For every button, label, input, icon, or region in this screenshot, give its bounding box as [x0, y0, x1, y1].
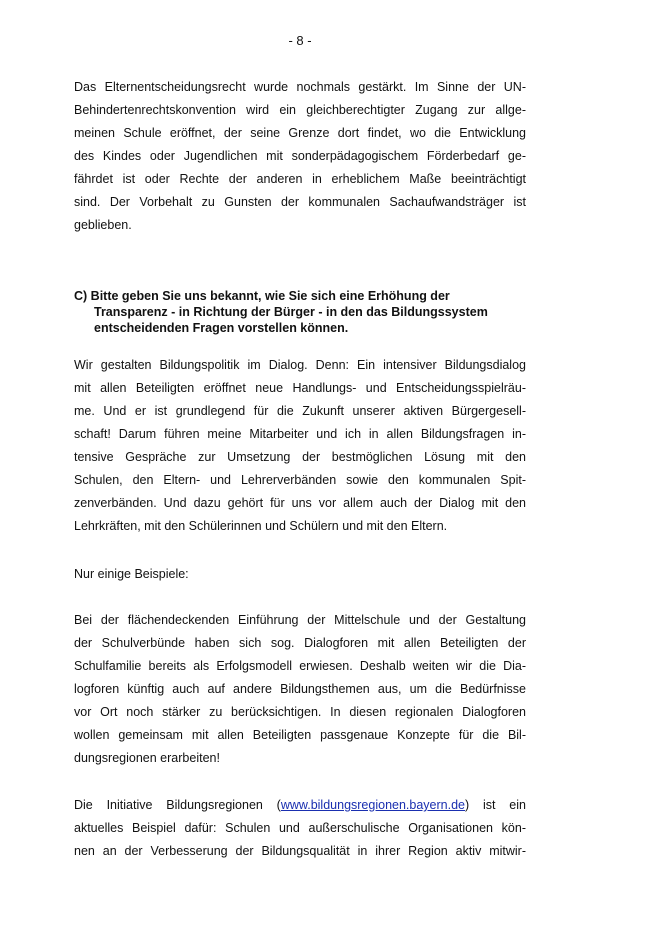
para1-line: geblieben. [74, 218, 132, 232]
para4-line: logforen künftig auch auf andere Bildungsthemen aus, um die Bedürfnisse [74, 682, 526, 696]
para5-text: Die Initiative Bildungsregionen ( [74, 798, 281, 812]
question-heading-line: Transparenz - in Richtung der Bürger - in den das Bildungssystem [94, 305, 488, 319]
para4-line: Schulfamilie bereits als Erfolgsmodell erwiesen. Deshalb weiten wir die Dia- [74, 659, 526, 673]
para1-line: sind. Der Vorbehalt zu Gunsten der kommunalen Sachaufwandsträger ist [74, 195, 526, 209]
para4-line: dungsregionen erarbeiten! [74, 751, 220, 765]
question-heading-line: entscheidenden Fragen vorstellen können. [94, 321, 349, 335]
para5-line [74, 794, 526, 817]
para4-line: vor Ort noch stärker zu berücksichtigen. In diesen regionalen Dialogforen [74, 705, 526, 719]
para1-line: meinen Schule eröffnet, der seine Grenze dort findet, wo die Entwicklung [74, 126, 526, 140]
para2-line: mit allen Beteiligten eröffnet neue Handlungs- und Entscheidungsspielräu- [74, 381, 526, 395]
para1-line: Behindertenrechtskonvention wird ein gleichberechtigter Zugang zur allge- [74, 103, 526, 117]
para1-line: des Kindes oder Jugendlichen mit sonderpädagogischem Förderbedarf ge- [74, 149, 526, 163]
para2-line: me. Und er ist grundlegend für die Zukunft unserer aktiven Bürgergesell- [74, 404, 526, 418]
para2-line: Wir gestalten Bildungspolitik im Dialog. Denn: Ein intensiver Bildungsdialog [74, 358, 526, 372]
para4-line: wollen gemeinsam mit allen Beteiligten passgenaue Konzepte für die Bil- [74, 728, 526, 742]
para2-line: Lehrkräften, mit den Schülerinnen und Schülern und mit den Eltern. [74, 519, 448, 533]
para2-line: zenverbänden. Und dazu gehört für uns vor allem auch der Dialog mit den [74, 496, 526, 510]
question-heading-line: C) Bitte geben Sie uns bekannt, wie Sie sich eine Erhöhung der [74, 289, 450, 303]
para5-line: nen an der Verbesserung der Bildungsqualität in ihrer Region aktiv mitwir- [74, 844, 526, 858]
para2-line: tensive Gespräche zur Umsetzung der bestmöglichen Lösung mit den [74, 450, 526, 464]
bildungsregionen-link[interactable]: www.bildungsregionen.bayern.de [280, 798, 465, 812]
para3-line: Nur einige Beispiele: [74, 567, 189, 581]
para4-line: Bei der flächendeckenden Einführung der Mittelschule und der Gestaltung [74, 613, 526, 627]
para2-line: Schulen, den Eltern- und Lehrerverbänden sowie den kommunalen Spit- [74, 473, 526, 487]
para4-line: der Schulverbünde haben sich sog. Dialogforen mit allen Beteiligten der [74, 636, 526, 650]
para5-text: ) ist ein [465, 798, 526, 812]
para1-line: fährdet ist oder Rechte der anderen in erheblichem Maße beeinträchtigt [74, 172, 526, 186]
para1-line: Das Elternentscheidungsrecht wurde nochmals gestärkt. Im Sinne der UN- [74, 80, 526, 94]
para2-line: schaft! Darum führen meine Mitarbeiter und ich in allen Bildungsfragen in- [74, 427, 526, 441]
para5-line: aktuelles Beispiel dafür: Schulen und außerschulische Organisationen kön- [74, 821, 526, 835]
page-number: - 8 - [288, 33, 312, 48]
